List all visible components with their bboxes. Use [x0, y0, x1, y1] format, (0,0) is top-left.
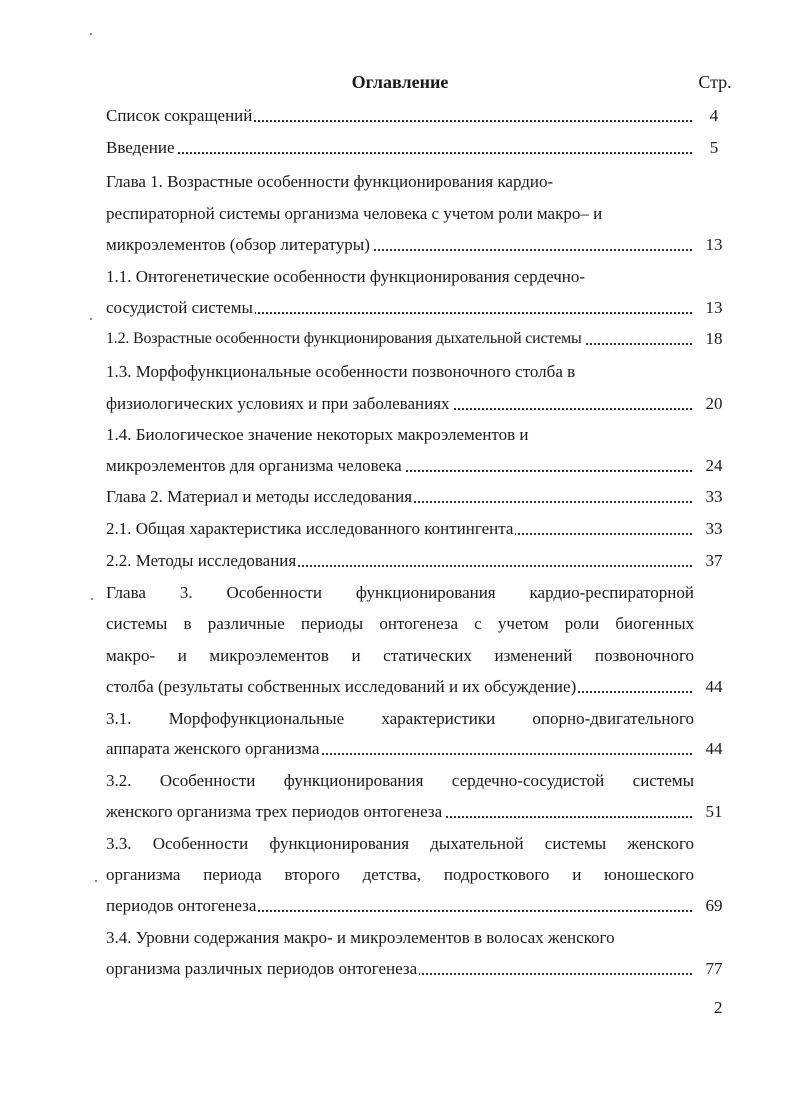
toc-entry-line: аппарата женского организма	[106, 738, 694, 760]
toc-page-ref: 69	[705, 896, 723, 915]
toc-entry-line: 3.2. Особенности функционирования сердечно-сосудистой системы	[106, 771, 694, 790]
toc-entry-line: 3.1. Морфофункциональные характеристики опорно-двигательного	[106, 709, 694, 728]
toc-entry-line: микроэлементов для организма человека	[106, 455, 694, 477]
toc-page-ref: 5	[709, 138, 719, 157]
toc-page-ref: 44	[705, 739, 723, 758]
toc-page-ref: 18	[705, 329, 723, 348]
scan-speck	[91, 598, 93, 600]
toc-page-ref: 44	[705, 677, 723, 696]
toc-entry-line: Введение	[106, 137, 694, 159]
toc-entry-line: 2.2. Методы исследования	[106, 550, 694, 572]
toc-entry-line: столба (результаты собственных исследований и их обсуждение)	[106, 676, 694, 698]
toc-page-ref: 13	[705, 235, 723, 254]
page-column-heading: Стр.	[698, 72, 732, 92]
toc-entry-line: организма периода второго детства, подросткового и юношеского	[106, 865, 694, 884]
toc-entry-line: 2.1. Общая характеристика исследованного контингента	[106, 518, 694, 540]
toc-page-ref: 24	[705, 456, 723, 475]
toc-title: Оглавление	[351, 72, 449, 92]
toc-entry-line: 1.3. Морфофункциональные особенности позвоночного столба в	[106, 362, 576, 381]
toc-entry-line: 3.4. Уровни содержания макро- и микроэлементов в волосах женского	[106, 928, 615, 947]
toc-entry-line: 3.3. Особенности функционирования дыхательной системы женского	[106, 834, 694, 853]
toc-page-ref: 33	[705, 519, 723, 538]
toc-entry-line: макро- и микроэлементов и статических изменений позвоночного	[106, 646, 694, 665]
toc-page-ref: 51	[705, 802, 723, 821]
toc-page-ref: 20	[705, 394, 723, 413]
toc-entry-line: 1.4. Биологическое значение некоторых макроэлементов и	[106, 425, 529, 444]
toc-entry-line: Глава 3. Особенности функционирования кардио-респираторной	[106, 583, 694, 602]
toc-entry-line: сосудистой системы	[106, 297, 694, 319]
page-number: 2	[714, 998, 723, 1017]
toc-page-ref: 77	[705, 959, 723, 978]
toc-entry-line: Глава 1. Возрастные особенности функционирования кардио-	[106, 172, 554, 191]
toc-entry-line: периодов онтогенеза	[106, 895, 694, 917]
scan-speck	[95, 880, 97, 882]
toc-page-ref: 37	[705, 551, 723, 570]
toc-entry-line: физиологических условиях и при заболеваниях	[106, 393, 694, 415]
toc-entry-line: организма различных периодов онтогенеза	[106, 958, 694, 980]
scan-speck	[90, 318, 92, 320]
toc-page-ref: 4	[709, 106, 719, 125]
toc-entry-line: Глава 2. Материал и методы исследования	[106, 486, 694, 508]
toc-entry-line: респираторной системы организма человека с учетом роли макро– и	[106, 204, 603, 223]
toc-page-ref: 33	[705, 487, 723, 506]
toc-entry-line: микроэлементов (обзор литературы)	[106, 234, 694, 256]
toc-entry-line: Список сокращений	[106, 105, 694, 127]
toc-entry-line: 1.2. Возрастные особенности функционирования дыхательной системы	[106, 328, 694, 350]
toc-entry-line: женского организма трех периодов онтогенеза	[106, 801, 694, 823]
toc-entry-line: системы в различные периоды онтогенеза с учетом роли биогенных	[106, 614, 694, 633]
toc-page-ref: 13	[705, 298, 723, 317]
toc-entry-line: 1.1. Онтогенетические особенности функционирования сердечно-	[106, 267, 585, 286]
scan-speck	[90, 33, 92, 35]
